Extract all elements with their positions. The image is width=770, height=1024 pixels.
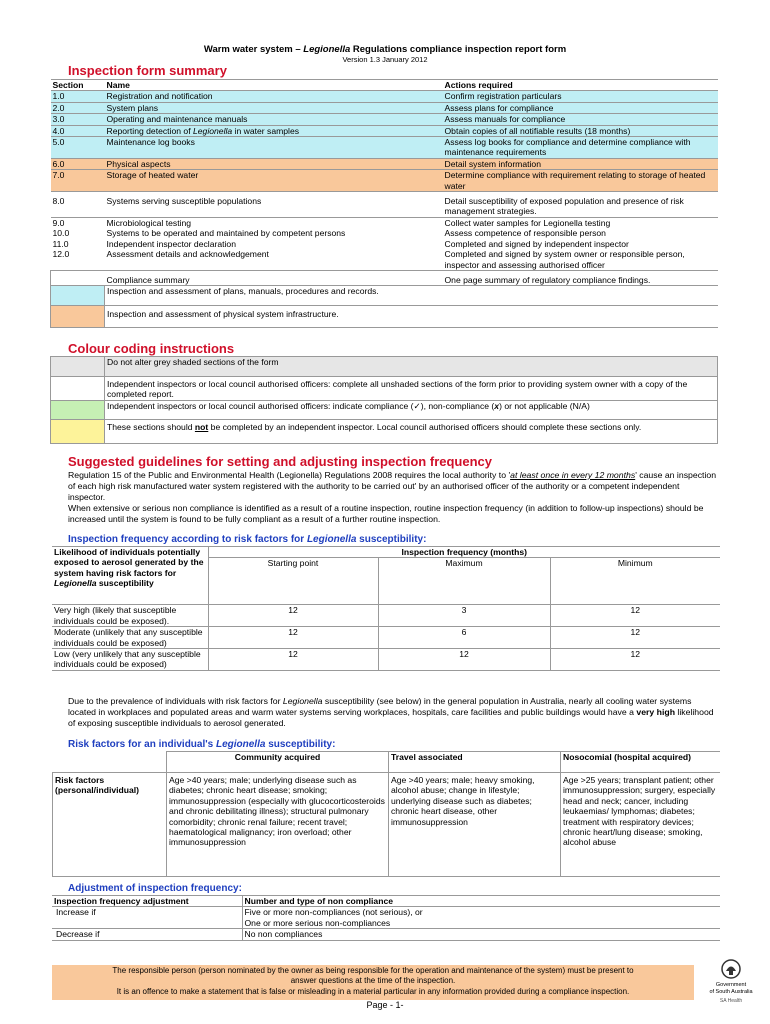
summary-row: 4.0 Reporting detection of Legionella in water samples Obtain copies of all notifiable results (18 months) [51, 125, 719, 136]
col-maximum: Maximum [378, 558, 550, 605]
compliance-summary-row: Compliance summary One page summary of regulatory compliance findings. [51, 270, 719, 285]
col-nosocomial: Nosocomial (hospital acquired) [561, 752, 721, 773]
risk-row-label: Risk factors (personal/individual) [53, 773, 167, 877]
summary-heading: Inspection form summary [68, 63, 227, 78]
col-community: Community acquired [167, 752, 389, 773]
col-frequency: Inspection frequency (months) [208, 547, 720, 558]
col-travel: Travel associated [389, 752, 561, 773]
col-likelihood: Likelihood of individuals potentially exposed to aerosol generated by the system having risk factors for Legionella susceptibility [52, 547, 208, 605]
col-starting-point: Starting point [208, 558, 378, 605]
summary-row: 10.0 Systems to be operated and maintained by competent persons Assess competence of responsible person [52, 228, 606, 239]
summary-row: 9.0 Microbiological testing Collect water samples for Legionella testing [52, 217, 611, 228]
frequency-row: Very high (likely that susceptible individuals could be exposed). 12 3 12 [52, 605, 720, 627]
coat-of-arms-icon [720, 958, 742, 980]
legend-orange-row: Inspection and assessment of physical system infrastructure. [51, 306, 719, 328]
col-adjustment: Inspection frequency adjustment [52, 896, 242, 907]
colour-row-yellow: These sections should not be completed by an independent inspector. Local council authorised officers should complete these sections only. [51, 420, 718, 444]
frequency-note: Due to the prevalence of individuals with risk factors for Legionella susceptibility (see below) in the general population in Australia, nearly all cooling water systems located in workplaces and populated areas and warm water systems serving workplaces, hospitals, care facilities and public buildings would have a very high likelihood of exposing susceptible individuals to aerosol generated. [68, 696, 714, 728]
frequency-row: Moderate (unlikely that any susceptible individuals could be exposed) 12 6 12 [52, 627, 720, 649]
frequency-heading: Inspection frequency according to risk factors for Legionella susceptibility: [68, 534, 427, 545]
col-section: Section [51, 80, 105, 91]
colour-row-grey: Do not alter grey shaded sections of the form [51, 357, 718, 377]
colour-table [50, 356, 718, 444]
summary-row: 11.0 Independent inspector declaration Completed and signed by independent inspector [52, 238, 629, 249]
summary-table [50, 79, 718, 328]
frequency-row: Low (very unlikely that any susceptible individuals could be exposed) 12 12 12 [52, 649, 720, 671]
colour-heading: Colour coding instructions [68, 341, 235, 356]
summary-row: 6.0 Physical aspects Detail system information [51, 158, 719, 169]
summary-row: 3.0 Operating and maintenance manuals Assess manuals for compliance [51, 114, 719, 125]
adjustment-heading: Adjustment of inspection frequency: [68, 883, 242, 894]
page-number: Page - 1- [366, 1000, 404, 1010]
summary-row: 2.0 System plans Assess plans for compliance [51, 102, 719, 113]
form-title: Warm water system – Legionella Regulations compliance inspection report form [203, 44, 567, 55]
risk-row: Risk factors (personal/individual) Age >40 years; male; underlying disease such as diabetes; chronic heart disease; smoking; immunosuppression (especially with glucocorticosteroids and chronic debilitating illness); structural pulmonary comorbidity; chronic renal failure; recent travel; haematological malignancy; iron overload; other immunosuppression Age >40 years; male; heavy smoking, alcohol abuse; change in lifestyle; underlying disease such as diabetes; chronic heart disease, other immunosuppression Age >25 years; transplant patient; other immunosuppression; surgery, especially head and neck; cancer, including leukaemias/ lymphomas; diabetes; treatment with respiratory devices; chronic heart/lung disease; smoking, alcohol abuse [53, 773, 721, 877]
colour-row-white: Independent inspectors or local council authorised officers: complete all unshaded sections of the form prior to providing system owner with a copy of the completed report. [51, 377, 718, 401]
risk-table [52, 751, 720, 877]
colour-row-green: Independent inspectors or local council authorised officers: indicate compliance (✓), non-compliance (x) or not applicable (N/A) [51, 401, 718, 420]
summary-row: 12.0 Assessment details and acknowledgement Completed and signed by system owner or responsible person, inspector and assessing authorised officer [51, 249, 719, 270]
summary-row: 1.0 Registration and notification Confirm registration particulars [51, 91, 719, 102]
version-text: Version 1.3 January 2012 [342, 55, 428, 64]
col-actions: Actions required [443, 80, 719, 91]
summary-row: 8.0 Systems serving susceptible populations Detail susceptibility of exposed population and presence of risk management strategies. [51, 192, 719, 218]
sa-government-logo: Government of South Australia SA Health [700, 958, 762, 1005]
col-minimum: Minimum [617, 558, 653, 569]
summary-row: 5.0 Maintenance log books Assess log books for compliance and determine compliance with maintenance requirements [51, 137, 719, 159]
guidelines-paragraph-1: Regulation 15 of the Public and Environmental Health (Legionella) Regulations 2008 requires the local authority to 'at least once in every 12 months' cause an inspection of each high risk manufactured water system registered with the authority to be carried out' by an authorised officer of the authority or a competent independent inspector. [68, 470, 717, 502]
adjustment-table: Inspection frequency adjustment Number and type of non compliance Increase if Five or more non-compliances (not serious), or One or more serious non-compliances Decrease if No non compliances [52, 895, 720, 941]
guidelines-paragraph-2: When extensive or serious non compliance is identified as a result of a routine inspection, routine inspection frequency (in addition to follow-up inspections) should be increased until the system is found to be fully compliant as a result of a further routine inspection. [68, 503, 704, 524]
col-noncompliance: Number and type of non compliance [244, 896, 393, 906]
adjustment-row-decrease: Decrease if No non compliances [52, 929, 720, 940]
frequency-table [52, 546, 720, 671]
summary-row: 7.0 Storage of heated water Determine compliance with requirement relating to storage of heated water [51, 170, 719, 192]
risk-heading: Risk factors for an individual's Legionella susceptibility: [68, 739, 336, 750]
footer-notice: The responsible person (person nominated by the owner as being responsible for the operation and maintenance of the system) must be present to answer questions at the time of the inspection. It is an offence to make a statement that is false or misleading in a material particular in any information provided during a compliance inspection. [52, 965, 694, 1000]
guidelines-heading: Suggested guidelines for setting and adjusting inspection frequency [68, 454, 492, 469]
legend-cyan-row: Inspection and assessment of plans, manuals, procedures and records. [51, 286, 719, 306]
adjustment-row-increase: Increase if Five or more non-compliances (not serious), or [52, 907, 720, 918]
col-name: Name [105, 80, 443, 91]
